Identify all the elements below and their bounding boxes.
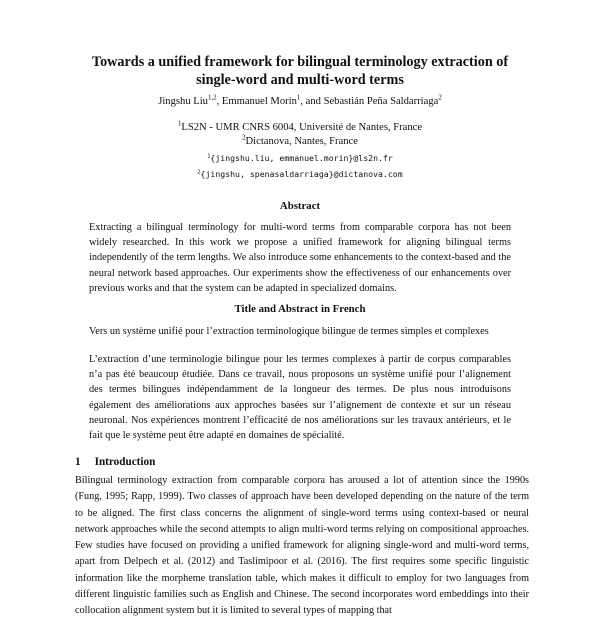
email-2 [60, 166, 540, 182]
paper-title-line-1: Towards a unified framework for bilingual terminology extraction of [91, 54, 509, 70]
french-heading: Title and Abstract in French [234, 303, 366, 315]
french-abstract-text: L’extraction d’une terminologie bilingue pour les termes complexes à partir de corpus comparables n’a pas été beaucoup étudiée. Dans ce travail, nous proposons un système unifié pour l’alignement des termes bilingues indépendamment de la longueur des termes. De plus nous introduisons également des améliorations aux approches basées sur l’alignement de contexte et sur un réseau neuronal. Nos expériences montrent l’efficacité de nos améliorations sur les travaux antérieurs, et le fait que le système peut être adapté en domaines de spécialité. [89, 354, 511, 442]
author-name-2: , Emmanuel Morin [216, 96, 297, 107]
paper-title [60, 53, 540, 89]
introduction-heading [75, 455, 155, 469]
author-affiliation-mark-1: 1,2 [207, 94, 217, 102]
email-mark-1: 1 [207, 153, 211, 160]
author-name-1: Jingshu Liu [158, 96, 208, 107]
affiliation-2 [60, 135, 540, 149]
section-title: Introduction [94, 456, 156, 468]
author-affiliation-mark-3: 2 [438, 94, 442, 102]
email-list [60, 150, 540, 182]
french-title: Vers un système unifié pour l’extraction terminologique bilingue de termes simples et complexes [89, 326, 489, 337]
affiliation-list [60, 121, 540, 149]
email-text-1: {jingshu.liu, emmanuel.morin}@ls2n.fr [210, 153, 393, 163]
introduction-text: Bilingual terminology extraction from comparable corpora has aroused a lot of attention since the 1990s (Fung, 1995; Rapp, 1999). Two classes of approach have been developed depending on the nature of the term to be aligned. The first class concerns the alignment of single-word terms using context-based or neural network approaches while the second attempts to align multi-word terms relying on compositional approaches. Few studies have focused on providing a unified framework for aligning single-word and multi-word terms, apart from Delpech et al. (2012) and Taslimipoor et al. (2016). The first requires some specific linguistic information like the morpheme translation table, which makes it difficult to employ for two languages from different linguistic families such as English and Chinese. The second incorporates word embeddings into their collocation alignment system but it is limited to several types of mapping that [75, 475, 529, 617]
email-mark-2: 2 [197, 169, 201, 176]
author-name-3: , and Sebastián Peña Saldarriaga [300, 96, 439, 107]
author-list [60, 95, 540, 109]
affiliation-mark-1: 1 [177, 120, 182, 128]
affiliation-1 [60, 121, 540, 135]
abstract-heading: Abstract [279, 200, 321, 212]
paper-title-line-2: single-word and multi-word terms [196, 72, 404, 88]
abstract-text: Extracting a bilingual terminology for multi-word terms from comparable corpora has not been widely researched. In this work we propose a unified framework for aligning bilingual terms independently of the term lengths. We also introduce some enhancements to the context-based and the neural network based approaches. Our experiments show the effectiveness of our enhancements over previous works and that the system can be adapted in specialized domains. [89, 222, 511, 294]
affiliation-mark-2: 2 [242, 134, 246, 142]
affiliation-text-1: LS2N - UMR CNRS 6004, Université de Nantes, France [181, 122, 423, 133]
section-number: 1 [75, 456, 81, 468]
affiliation-text-2: Dictanova, Nantes, France [245, 136, 358, 147]
email-1 [60, 150, 540, 166]
author-affiliation-mark-2: 1 [296, 94, 301, 102]
email-text-2: {jingshu, spenasaldarriaga}@dictanova.com [200, 169, 403, 179]
